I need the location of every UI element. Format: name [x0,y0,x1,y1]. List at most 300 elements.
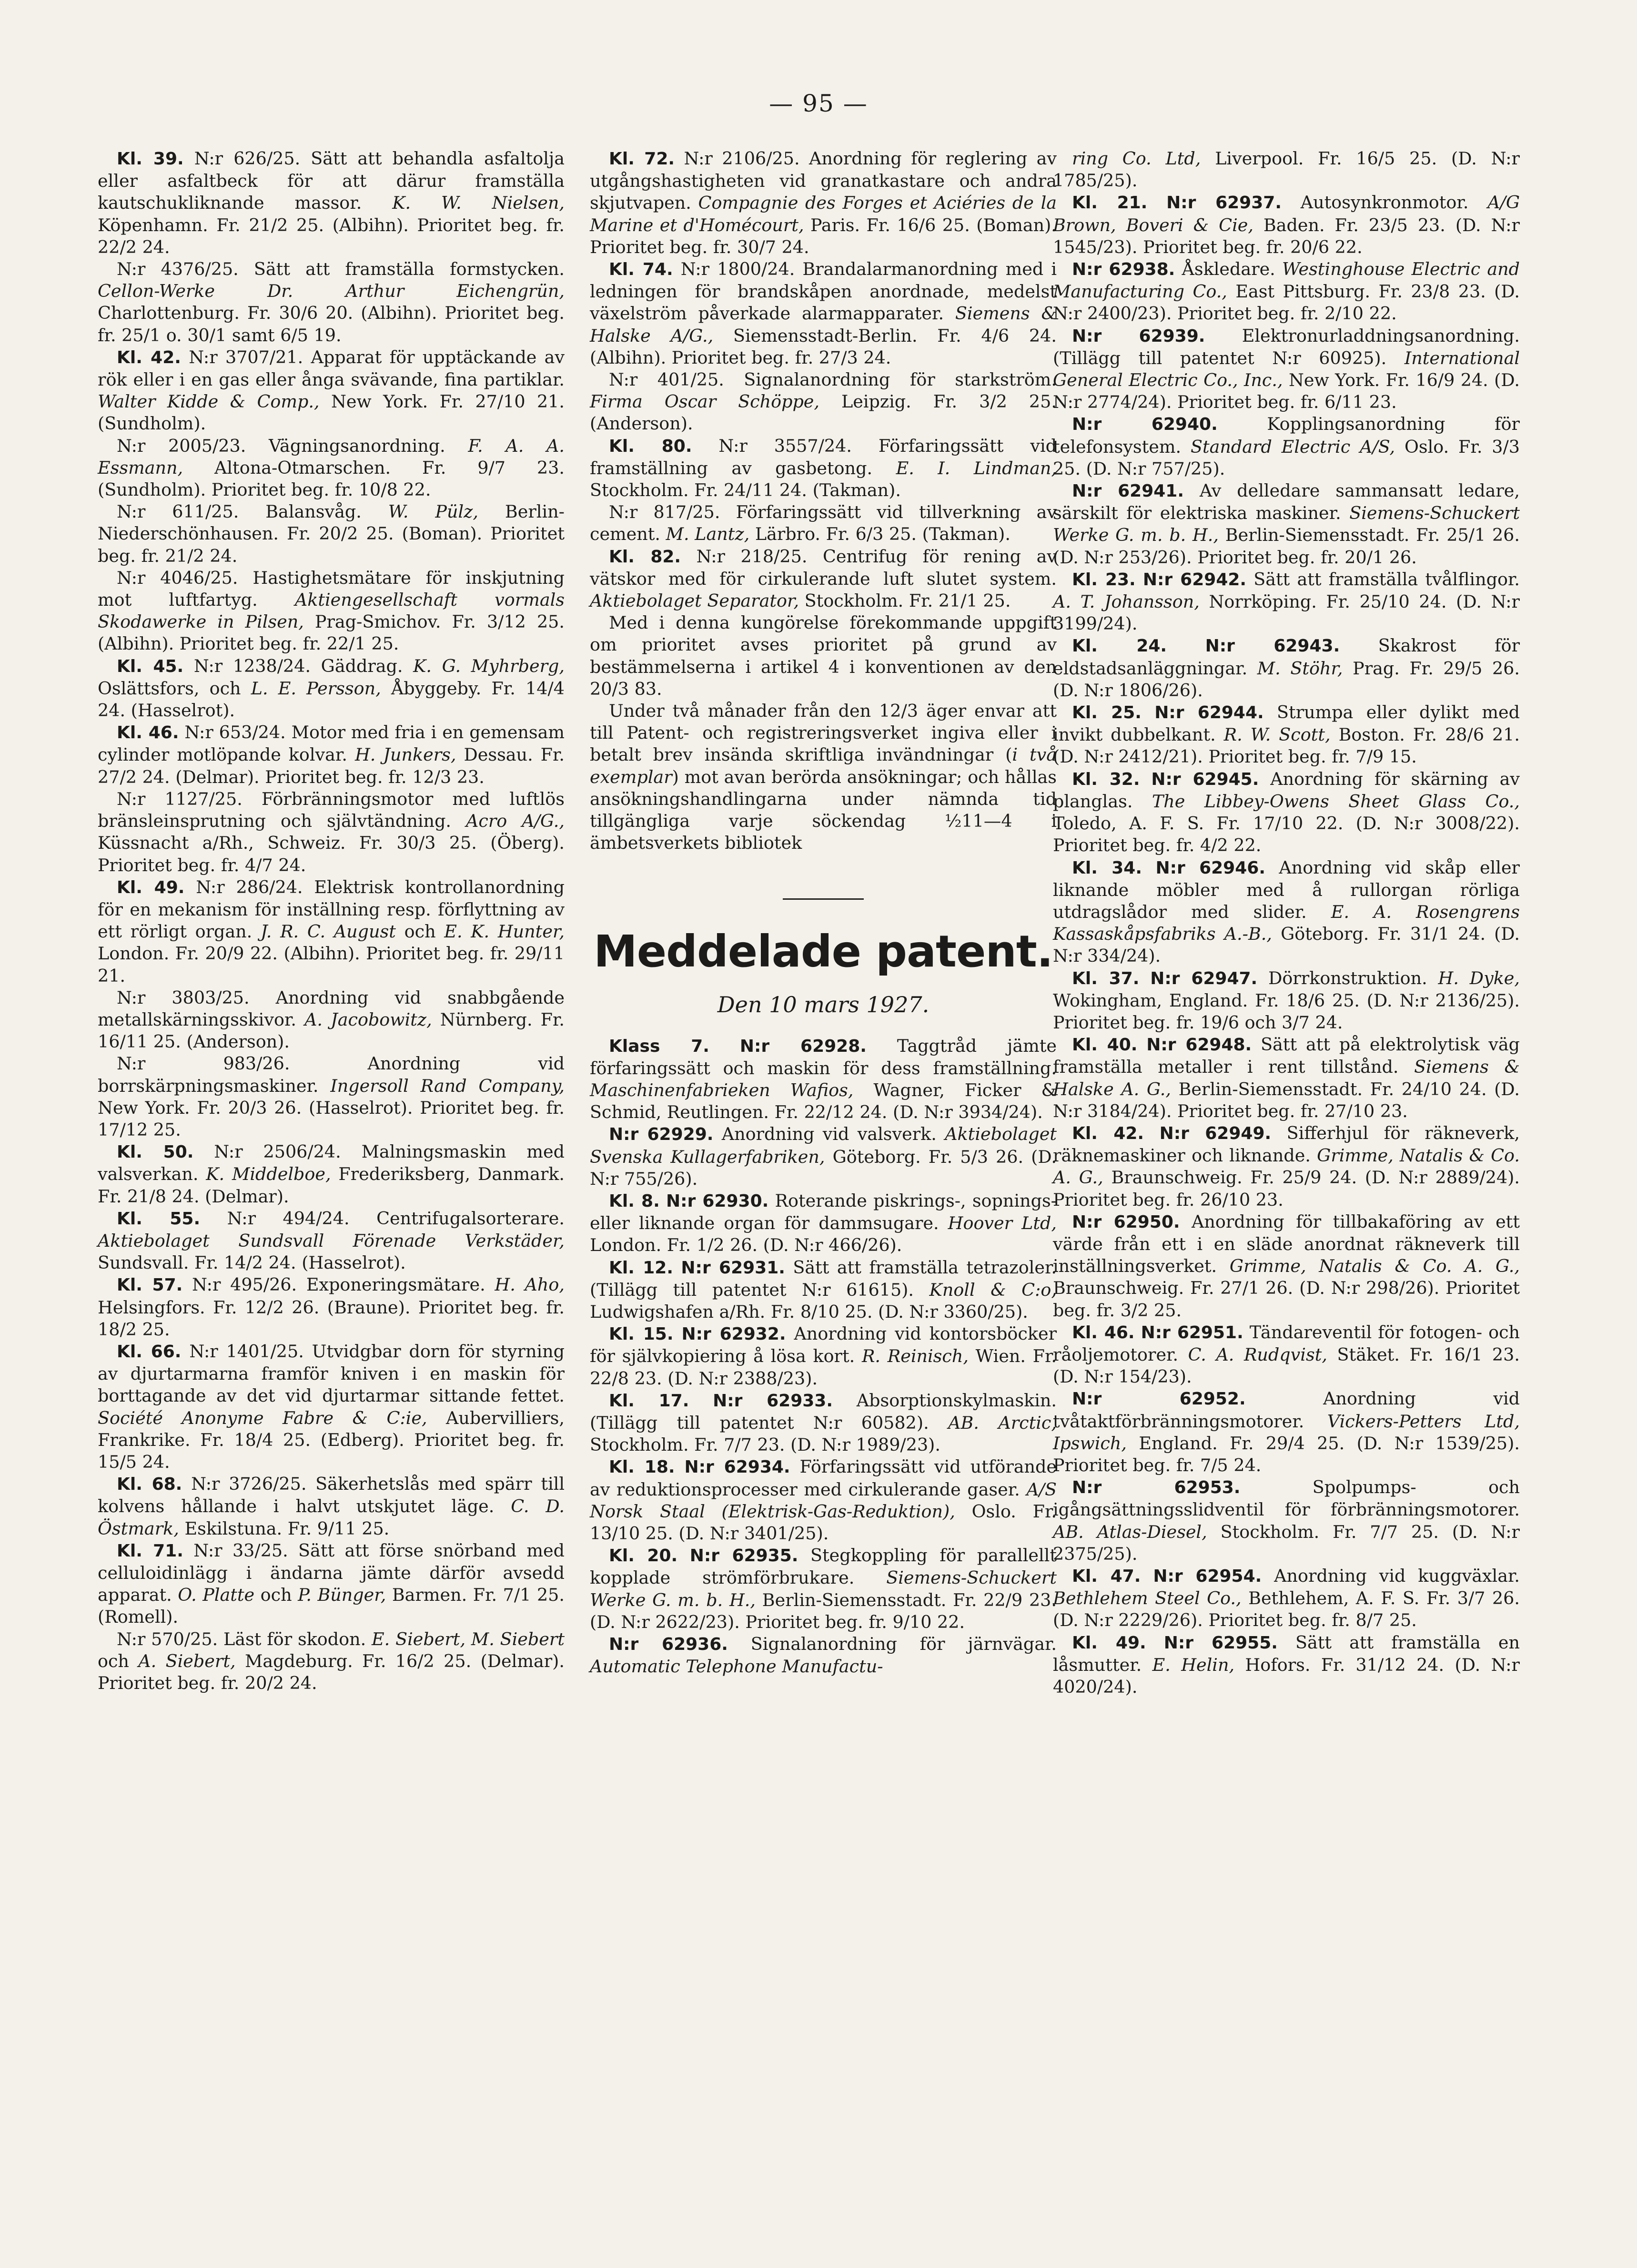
applicant-name: Siemens-Schuckert Werke G. m. b. H., [1053,503,1520,546]
patent-entry [98,1274,565,1341]
patent-entry [1053,702,1520,768]
applicant-name: AB. Arctic, [948,1412,1057,1433]
entry-text: Förfaringssätt vid utförande av reduktionsprocesser med cirkulerande gaser. [590,1456,1057,1500]
patent-entry [1053,258,1520,325]
applicant-name: Société Anonyme Fabre & C:ie, [98,1407,427,1428]
applicant-name: F. A. A. Essmann, [98,435,565,478]
entry-number: Kl. 57. [117,1275,183,1295]
entry-text [1141,1566,1153,1586]
entry-text: Taggtråd jämte förfaringssätt och maskin för dess framställning. [590,1035,1057,1078]
entry-number: N:r 62952. [1072,1389,1246,1409]
entry-text: Anordning vid valsverk. [713,1124,945,1145]
entry-number: N:r 62930. [666,1191,769,1211]
entry-text: N:r 401/25. Signalanordning för starkström. [609,369,1057,390]
entry-text: N:r 1127/25. Förbränningsmotor med luftlös bränsleinsprutning och självtändning. [98,788,565,832]
entry-text: Magdeburg. Fr. 16/2 25. (Delmar). Prioritet beg. fr. 20/2 24. [98,1650,565,1694]
entry-text: Aubervilliers, Frankrike. Fr. 18/4 25. (Edberg). Prioritet beg. fr. 15/5 24. [98,1407,565,1472]
applicant-name: A. T. Johansson, [1053,591,1200,612]
entry-text: Göteborg. Fr. 5/3 26. (D. N:r 755/26). [590,1146,1057,1189]
entry-number: N:r 62928. [739,1036,867,1056]
entry-number: Kl. 37. [1072,968,1140,988]
entry-number: Kl. 50. [117,1142,194,1162]
entry-number: N:r 62934. [684,1457,790,1477]
entry-text: New York. Fr. 16/9 24. (D. N:r 2774/24). Prioritet beg. fr. 6/11 23. [1053,370,1520,413]
applicant-name: International General Electric Co., Inc., [1053,347,1520,391]
entry-number: N:r 62950. [1072,1212,1180,1232]
entry-text: Norrköping. Fr. 25/10 24. (D. N:r 3199/24). [1053,591,1520,634]
applicant-name: Aktiengesellschaft vormals Skodawerke in Pilsen, [98,590,565,632]
applicant-name: Hoover Ltd, [948,1213,1057,1234]
patent-entry [1053,635,1520,702]
entry-number: Kl. 40. [1072,1035,1138,1055]
applicant-name: Siemens & Halske A/G., [590,303,1057,346]
patent-entry [1053,857,1520,967]
patent-entry [590,1545,1057,1633]
entry-text: Prag-Smichov. Fr. 3/12 25. (Albihn). Prioritet beg. fr. 22/1 25. [98,611,565,654]
entry-number: N:r 62942. [1142,570,1247,590]
entry-text: Åskledare. [1175,259,1282,280]
applicant-name: Maschinenfabrieken Wafios, [590,1079,854,1100]
entry-text: Av delledare sammansatt ledare, särskilt för elektriska maskiner. [1053,480,1520,524]
entry-text: Göteborg. Fr. 31/1 24. (D. N:r 334/24). [1053,924,1520,966]
applicant-name: E. A. Rosengrens Kassaskåpsfabriks A.-B., [1053,901,1520,945]
entry-number: Kl. 74. [609,260,673,280]
entry-text: Prag. Fr. 29/5 26. (D. N:r 1806/26). [1053,658,1520,701]
patent-entry [1053,768,1520,857]
entry-text: N:r 611/25. Balansvåg. [117,501,388,522]
entry-text: Sätt att framställa en låsmutter. [1053,1632,1520,1675]
patent-entry [1053,1565,1520,1632]
patent-entry [98,567,565,655]
patent-entry [98,1628,565,1695]
patent-entry [590,148,1057,258]
patent-entry [590,1257,1057,1323]
entry-number: Kl. 68. [117,1475,182,1495]
patent-entry [1053,967,1520,1034]
entry-text: Berlin-Niederschönhausen. Fr. 20/2 25. (Boman). Prioritet beg. fr. 21/2 24. [98,501,565,566]
entry-text: Spolpumps- och igångsättningsslidventil för förbränningsmotorer. [1053,1477,1520,1520]
entry-number: Kl. 49. [1072,1633,1146,1653]
patent-entry [1053,1122,1520,1211]
patent-entry [590,258,1057,369]
entry-text: N:r 2506/24. Malningsmaskin med valsverkan. [98,1141,565,1185]
patent-entry [98,1540,565,1628]
entry-number: Kl. 23. [1072,570,1136,590]
entry-number: N:r 62937. [1166,193,1282,213]
entry-text: New York. Fr. 27/10 21. (Sundholm). [98,391,565,434]
entry-number: N:r 62947. [1150,968,1258,988]
applicant-name: O. Platte [178,1585,255,1606]
entry-number: Kl. 46. [117,723,179,743]
entry-text: Lärbro. Fr. 6/3 25. (Takman). [749,524,1010,545]
patent-entry [590,700,1057,854]
patent-entry [590,435,1057,502]
patent-entry [1053,569,1520,635]
entry-text: Med i denna kungörelse förekommande uppgift om prioritet avses prioritet på grund av bestämmelserna i artikel 4 i konventionen av den 20/3 83. [590,612,1057,699]
entry-text: N:r 626/25. Sätt att behandla asfaltolja eller asfaltbeck för att därur framställa kautschukliknande massor. [98,148,565,214]
applicant-name: Acro A/G., [466,811,565,832]
entry-number: N:r 62936. [609,1634,728,1654]
entry-number: N:r 62941. [1072,481,1184,501]
entry-number: Kl. 25. [1072,703,1142,723]
entry-number: N:r 62933. [713,1391,833,1411]
patent-entry [98,346,565,435]
entry-text [1136,569,1143,590]
entry-text: Stockholm. Fr. 7/7 25. (D. N:r 2375/25). [1053,1521,1520,1564]
entry-text: N:r 3557/24. Förfaringssätt vid framställning av gasbetong. [590,435,1057,478]
patent-entry [1053,1322,1520,1388]
applicant-name: Ingersoll Rand Company, [330,1075,565,1096]
entry-text: Oslo. Fr. 13/10 25. (D. N:r 3401/25). [590,1501,1057,1544]
entry-text [709,1036,740,1056]
entry-number: N:r 62948. [1146,1035,1252,1055]
patent-entry [590,1123,1057,1190]
patent-entry [98,876,565,987]
entry-text: Sätt att framställa tvålflingor. [1246,569,1520,590]
column-right [1053,148,1520,1698]
applicant-name: A/S Norsk Staal (Elektrisk-Gas-Reduktion), [590,1479,1057,1522]
patent-entry [98,1053,565,1141]
entry-number: Kl. 24. [1072,636,1167,656]
patent-entry [590,1456,1057,1545]
entry-text: Hofors. Fr. 31/12 24. (D. N:r 4020/24). [1053,1654,1520,1698]
section-divider [783,898,864,900]
patent-entry [98,788,565,876]
entry-text: Eskilstuna. Fr. 9/11 25. [179,1518,390,1539]
entry-number: N:r 62931. [681,1258,785,1278]
applicant-name: L. E. Persson, [251,678,381,699]
entry-text [660,1190,666,1211]
patent-entry [98,1208,565,1274]
entry-text: Oslo. Fr. 3/3 25. (D. N:r 757/25). [1053,436,1520,479]
entry-text: Stäket. Fr. 16/1 23. (D. N:r 154/23). [1053,1344,1520,1387]
applicant-name: H. Dyke, [1438,967,1520,988]
entry-text: Anordning vid kuggväxlar. [1262,1566,1520,1586]
applicant-name: Aktiebolaget Svenska Kullagerfabriken, [590,1124,1057,1167]
patent-entry [1053,1388,1520,1476]
entry-number: N:r 62951. [1141,1322,1243,1342]
patent-entry [98,1473,565,1540]
entry-text: N:r 33/25. Sätt att förse snörband med celluloidinlägg i ändarna jämte därför avsedd apparat. [98,1540,565,1606]
entry-number: N:r 62935. [689,1546,798,1566]
patent-entry [1053,148,1520,192]
patent-entry [1053,1211,1520,1322]
entry-text: och [254,1585,298,1606]
entry-text: Nürnberg. Fr. 16/11 25. (Anderson). [98,1009,565,1052]
entry-text: Kopplingsanordning för telefonsystem. [1053,414,1520,457]
entry-text: Under två månader från den 12/3 äger envar att till Patent- och registreringsverket ingiva eller i betalt brev insända skriftliga invändningar ( [590,701,1057,765]
entry-number: Kl. 17. [609,1391,689,1411]
entry-number: N:r 62955. [1163,1633,1278,1653]
entry-number: Kl. 72. [609,149,675,169]
entry-text: Frederiksberg, Danmark. Fr. 21/8 24. (Delmar). [98,1164,565,1207]
entry-text: N:r 218/25. Centrifug för rening av vätskor med för cirkulerande luft slutet system. [590,546,1057,589]
entry-text [674,1323,682,1344]
entry-text [689,1390,713,1411]
applicant-name: Aktiebolaget Sundsvall Förenade Verkstäder, [98,1230,565,1251]
applicant-name: Automatic Telephone Manufactu- [590,1656,883,1677]
entry-number: N:r 62953. [1072,1478,1241,1498]
entry-number: N:r 62946. [1155,858,1265,878]
patent-entry [590,1035,1057,1124]
entry-text [1140,769,1152,789]
applicant-name: A/G Brown, Boveri & Cie, [1053,192,1520,235]
entry-number: N:r 62954. [1153,1566,1262,1586]
entry-text: Anordning vid kontorsböcker för självkopiering å lösa kort. [590,1323,1057,1367]
patent-entry [590,369,1057,435]
entry-number: Kl. 15. [609,1324,674,1344]
patent-entry [590,1323,1057,1390]
patent-entry [1053,1632,1520,1698]
applicant-name: i två exemplar [590,744,1057,787]
entry-text: Oslättsfors, och [98,678,251,699]
entry-text [1142,702,1154,722]
entry-text: Toledo, A. F. S. Fr. 17/10 22. (D. N:r 3008/22). Prioritet beg. fr. 4/2 22. [1053,813,1520,856]
patent-entry [1053,192,1520,258]
applicant-name: Grimme, Natalis & Co. A. G., [1229,1256,1520,1277]
entry-number: Kl. 66. [117,1342,182,1362]
entry-text [1147,192,1166,213]
entry-number: N:r 62943. [1205,636,1340,656]
entry-text: Absorptionskylmaskin. (Tillägg till patentet N:r 60582). [590,1390,1057,1433]
applicant-name: Westinghouse Electric and Manufacturing Co., [1053,259,1520,302]
entry-number: Kl. 20. [609,1546,678,1566]
entry-text: Berlin-Siemensstadt. Fr. 25/1 26. (D. N:r 253/26). Prioritet beg. fr. 20/1 26. [1053,525,1520,568]
patent-entry [590,501,1057,545]
entry-text: Berlin-Siemensstadt. Fr. 22/9 23. (D. N:r 2622/23). Prioritet beg. fr. 9/10 22. [590,1589,1057,1632]
entry-text: Braunschweig. Fr. 27/1 26. (D. N:r 298/26). Prioritet beg. fr. 3/2 25. [1053,1278,1520,1321]
patent-entry [98,435,565,501]
entry-text: Charlottenburg. Fr. 30/6 20. (Albihn). Prioritet beg. fr. 25/1 o. 30/1 samt 6/5 19. [98,303,565,346]
page-number: — 95 — [769,90,868,117]
applicant-name: Siemens-Schuckert Werke G. m. b. H., [590,1567,1057,1610]
filed-applications-continued [590,148,1057,854]
applicant-name: M. Stöhr, [1257,658,1343,679]
section-heading: Meddelade patent. [594,926,1053,977]
entry-text: Stegkoppling för parallellt kopplade strömförbrukare. [590,1545,1057,1588]
entry-text: Berlin-Siemensstadt. Fr. 24/10 24. (D. N:r 3184/24). Prioritet beg. fr. 27/10 23. [1053,1078,1520,1121]
entry-text [1142,857,1155,878]
entry-text [675,1456,685,1477]
entry-text: Küssnacht a/Rh., Schweiz. Fr. 30/3 25. (Öberg). Prioritet beg. fr. 4/7 24. [98,833,565,875]
applicant-name: Vickers-Petters Ltd, Ipswich, [1053,1411,1520,1454]
section-date: Den 10 mars 1927. [717,991,930,1017]
entry-number: N:r 62945. [1151,769,1259,789]
entry-text: London. Fr. 1/2 26. (D. N:r 466/26). [590,1235,902,1256]
entry-text: N:r 817/25. Förfaringssätt vid tillverkning av cement. [590,502,1057,545]
applicant-name: The Libbey-Owens Sheet Glass Co., [1152,791,1520,812]
entry-text: N:r 4046/25. Hastighetsmätare för inskjutning mot luftfartyg. [98,567,565,610]
entry-text: N:r 495/26. Exponeringsmätare. [182,1274,495,1295]
entry-text: N:r 494/24. Centrifugalsorterare. [200,1208,565,1229]
entry-text: Anordning vid skåp eller liknande möbler med å rullorgan rörliga utdragslådor med slider. [1053,857,1520,922]
entry-text: N:r 653/24. Motor med fria i en gemensam cylinder motlöpande kolvar. [98,722,565,765]
applicant-name: A. Siebert, [138,1650,236,1671]
entry-text: N:r 1401/25. Utvidgbar dorn för styrning av djurtarmarna framför kniven i en maskin för borttagande av det vid djurtarmar sittande fettet. [98,1341,565,1406]
entry-text: Stockholm. Fr. 7/7 23. (D. N:r 1989/23). [590,1434,941,1455]
entry-number: Kl. 46. [1072,1322,1135,1342]
applicant-name: Firma Oscar Schöppe, [590,391,820,412]
applicant-name: Aktiebolaget Separator, [590,590,799,611]
applicant-name: AB. Atlas-Diesel, [1053,1521,1207,1542]
entry-number: N:r 62939. [1072,326,1205,346]
entry-text: Altona-Otmarschen. Fr. 9/7 23. (Sundholm). Prioritet beg. fr. 10/8 22. [98,457,565,500]
entry-text [1135,1322,1141,1342]
entry-number: N:r 62944. [1154,703,1264,723]
entry-number: Kl. 18. [609,1457,675,1477]
entry-number: N:r 62938. [1072,260,1175,280]
entry-text: ) mot avan berörda ansökningar; och hållas ansökningshandlingarna under nämnda tid tillgängliga varje söckendag ½11—4 i ämbetsverkets bibliotek [590,766,1057,854]
applicant-name: Knoll & C:o, [929,1279,1057,1300]
entry-text: och [98,1650,139,1671]
entry-text: Wien. Fr. 22/8 23. (D. N:r 2388/23). [590,1346,1057,1389]
entry-text: Sätt att framställa tetrazoler. (Tillägg till patentet N:r 61615). [590,1257,1057,1300]
entry-text: Köpenhamn. Fr. 21/2 25. (Albihn). Prioritet beg. fr. 22/2 24. [98,214,565,257]
applicant-name: E. Helin, [1152,1654,1235,1675]
entry-text: Sundsvall. Fr. 14/2 24. (Hasselrot). [98,1252,406,1273]
applicant-name: R. Reinisch, [861,1346,969,1367]
entry-number: N:r 62929. [609,1125,714,1145]
patent-entry [590,1190,1057,1257]
entry-text: N:r 3707/21. Apparat för upptäckande av rök eller i en gas eller ånga svävande, fina partiklar. [98,346,565,390]
applicant-name: J. R. C. August [260,921,396,942]
applicant-name: E. Siebert, M. Siebert [372,1628,565,1649]
entry-text: N:r 3726/25. Säkerhetslås med spärr till kolvens hållande i halvt utskjutet läge. [98,1474,565,1517]
applicant-name: Grimme, Natalis & Co. A. G., [1053,1145,1520,1188]
entry-number: Kl. 34. [1072,858,1142,878]
entry-text: Skakrost för eldstadsanläggningar. [1053,635,1520,679]
patent-entry [98,987,565,1053]
entry-text: Wokingham, England. Fr. 18/6 25. (D. N:r 2136/25). Prioritet beg. fr. 19/6 och 3/7 24. [1053,990,1520,1033]
applicant-name: E. I. Lindman, [896,458,1057,478]
entry-text: Ludwigshafen a/Rh. Fr. 8/10 25. (D. N:r 3360/25). [590,1301,1028,1322]
patent-entry [1053,413,1520,480]
applicant-name: P. Bünger, [298,1585,386,1606]
entry-text: N:r 1800/24. Brandalarmanordning med i ledningen för brandskåpen anordnade, medelst växelström påverkade alarmapparater. [590,259,1057,324]
entry-number: Kl. 8. [609,1191,660,1211]
patent-entry [98,501,565,567]
entry-number: Kl. 42. [1072,1123,1144,1143]
entry-text: Wagner, Ficker & Schmid, Reutlingen. Fr. 22/12 24. (D. N:r 3934/24). [590,1079,1057,1123]
applicant-name: Siemens & Halske A. G., [1053,1057,1520,1099]
applicant-name: W. Pülz, [388,501,478,522]
applicant-name: Cellon-Werke Dr. Arthur Eichengrün, [98,281,565,302]
entry-text [677,1545,690,1566]
entry-number: Kl. 47. [1072,1566,1141,1586]
entry-number: Kl. 49. [117,877,185,897]
entry-text: Sifferhjul för räkneverk, räknemaskiner och liknande. [1053,1122,1520,1166]
patent-entry [98,1141,565,1208]
entry-number: Klass 7. [609,1036,709,1056]
applicant-name: A. Jacobowitz, [304,1009,432,1030]
entry-text: East Pittsburg. Fr. 23/8 23. (D. N:r 2400/23). Prioritet beg. fr. 2/10 22. [1053,281,1520,324]
applicant-name: E. K. Hunter, [444,921,565,942]
entry-text: Stockholm. Fr. 21/1 25. [799,590,1011,611]
applicant-name: C. D. Östmark, [98,1496,565,1539]
entry-text: Autosynkronmotor. [1282,192,1488,213]
patent-entry [1053,325,1520,414]
patent-entry [1053,480,1520,569]
entry-text: Elektronurladdningsanordning. (Tillägg till patentet N:r 60925). [1053,325,1520,368]
entry-text: och [395,921,445,942]
applicant-name: Standard Electric A/S, [1190,436,1395,457]
entry-text: Braunschweig. Fr. 25/9 24. (D. N:r 2889/24). Prioritet beg. fr. 26/10 23. [1053,1167,1520,1210]
patent-entry [98,258,565,346]
entry-text: New York. Fr. 20/3 26. (Hasselrot). Prioritet beg. fr. 17/12 25. [98,1097,565,1140]
applicant-name: K. W. Nielsen, [392,193,565,214]
entry-number: Kl. 82. [609,547,681,567]
patent-entry [98,148,565,258]
entry-text: N:r 1238/24. Gäddrag. [183,655,414,676]
applicant-name: ring Co. Ltd, [1072,148,1201,169]
entry-text: Roterande piskrings-, sopnings- eller liknande organ för dammsugare. [590,1190,1057,1234]
applicant-name: K. Middelboe, [206,1164,331,1185]
entry-text: Tändareventil för fotogen- och råoljemotorer. [1053,1322,1520,1365]
entry-text: Sätt att på elektrolytisk väg framställa metaller i rent tillstånd. [1053,1034,1520,1078]
entry-text: Dessau. Fr. 27/2 24. (Delmar). Prioritet beg. fr. 12/3 23. [98,744,565,787]
entry-number: Kl. 21. [1072,193,1148,213]
entry-text [673,1257,681,1278]
entry-number: Kl. 80. [609,436,692,456]
patent-entry [1053,1476,1520,1565]
entry-number: Kl. 45. [117,656,184,676]
patent-entry [1053,1034,1520,1122]
applicant-name: H. Aho, [495,1274,565,1295]
entry-text: Helsingfors. Fr. 12/2 26. (Braune). Prioritet beg. fr. 18/2 25. [98,1297,565,1340]
entry-text: Signalanordning för järnvägar. [728,1633,1057,1654]
entry-text: London. Fr. 20/9 22. (Albihn). Prioritet beg. fr. 29/11 21. [98,943,565,986]
patent-entry [98,1341,565,1473]
granted-patents-list [590,1035,1057,1678]
entry-text: Stockholm. Fr. 24/11 24. (Takman). [590,480,901,501]
column-left [98,148,565,1694]
applicant-name: H. Junkers, [354,744,456,765]
patent-entry [590,1390,1057,1456]
entry-number: N:r 62932. [681,1324,786,1344]
entry-text: Leipzig. Fr. 3/2 25. (Anderson). [590,391,1057,434]
entry-text: Barmen. Fr. 7/1 25. (Romell). [98,1585,565,1627]
entry-text: N:r 570/25. Läst för skodon. [117,1628,372,1649]
column-middle [590,148,1057,1678]
entry-text: N:r 3803/25. Anordning vid snabbgående metallskärningsskivor. [98,987,565,1030]
patent-entry [590,612,1057,700]
entry-text: N:r 4376/25. Sätt att framställa formstycken. [117,259,565,280]
entry-text [1146,1632,1164,1653]
entry-number: Kl. 71. [117,1541,183,1561]
entry-text [1137,1034,1146,1055]
entry-text [1167,635,1205,656]
entry-text: Liverpool. Fr. 16/5 25. (D. N:r 1785/25). [1053,148,1520,191]
entry-text: Bethlehem, A. F. S. Fr. 3/7 26. (D. N:r 2229/26). Prioritet beg. fr. 8/7 25. [1053,1588,1520,1631]
entry-text [1139,968,1150,988]
entry-number: Kl. 55. [117,1209,201,1229]
entry-number: Kl. 42. [117,347,181,367]
entry-number: N:r 62949. [1159,1123,1272,1143]
entry-text: Anordning för skärning av planglas. [1053,768,1520,812]
applicant-name: M. Lantz, [666,524,750,545]
entry-text: Åbyggeby. Fr. 14/4 24. (Hasselrot). [98,678,565,721]
applicant-name: R. W. Scott, [1223,724,1331,745]
applicant-name: Compagnie des Forges et Aciéries de la Marine et d'Homécourt, [590,193,1057,235]
patent-entry [590,546,1057,612]
entry-number: N:r 62940. [1072,415,1218,435]
entry-text: Strumpa eller dylikt med invikt dubbelkant. [1053,702,1520,745]
entry-number: Kl. 12. [609,1258,674,1278]
entry-text: Siemensstadt-Berlin. Fr. 4/6 24. (Albihn). Prioritet beg. fr. 27/3 24. [590,325,1057,368]
entry-text: N:r 286/24. Elektrisk kontrollanordning för en mekanism för inställning resp. förflyttning av ett rörligt organ. [98,876,565,942]
patent-entry [98,655,565,722]
entry-number: Kl. 39. [117,149,184,169]
